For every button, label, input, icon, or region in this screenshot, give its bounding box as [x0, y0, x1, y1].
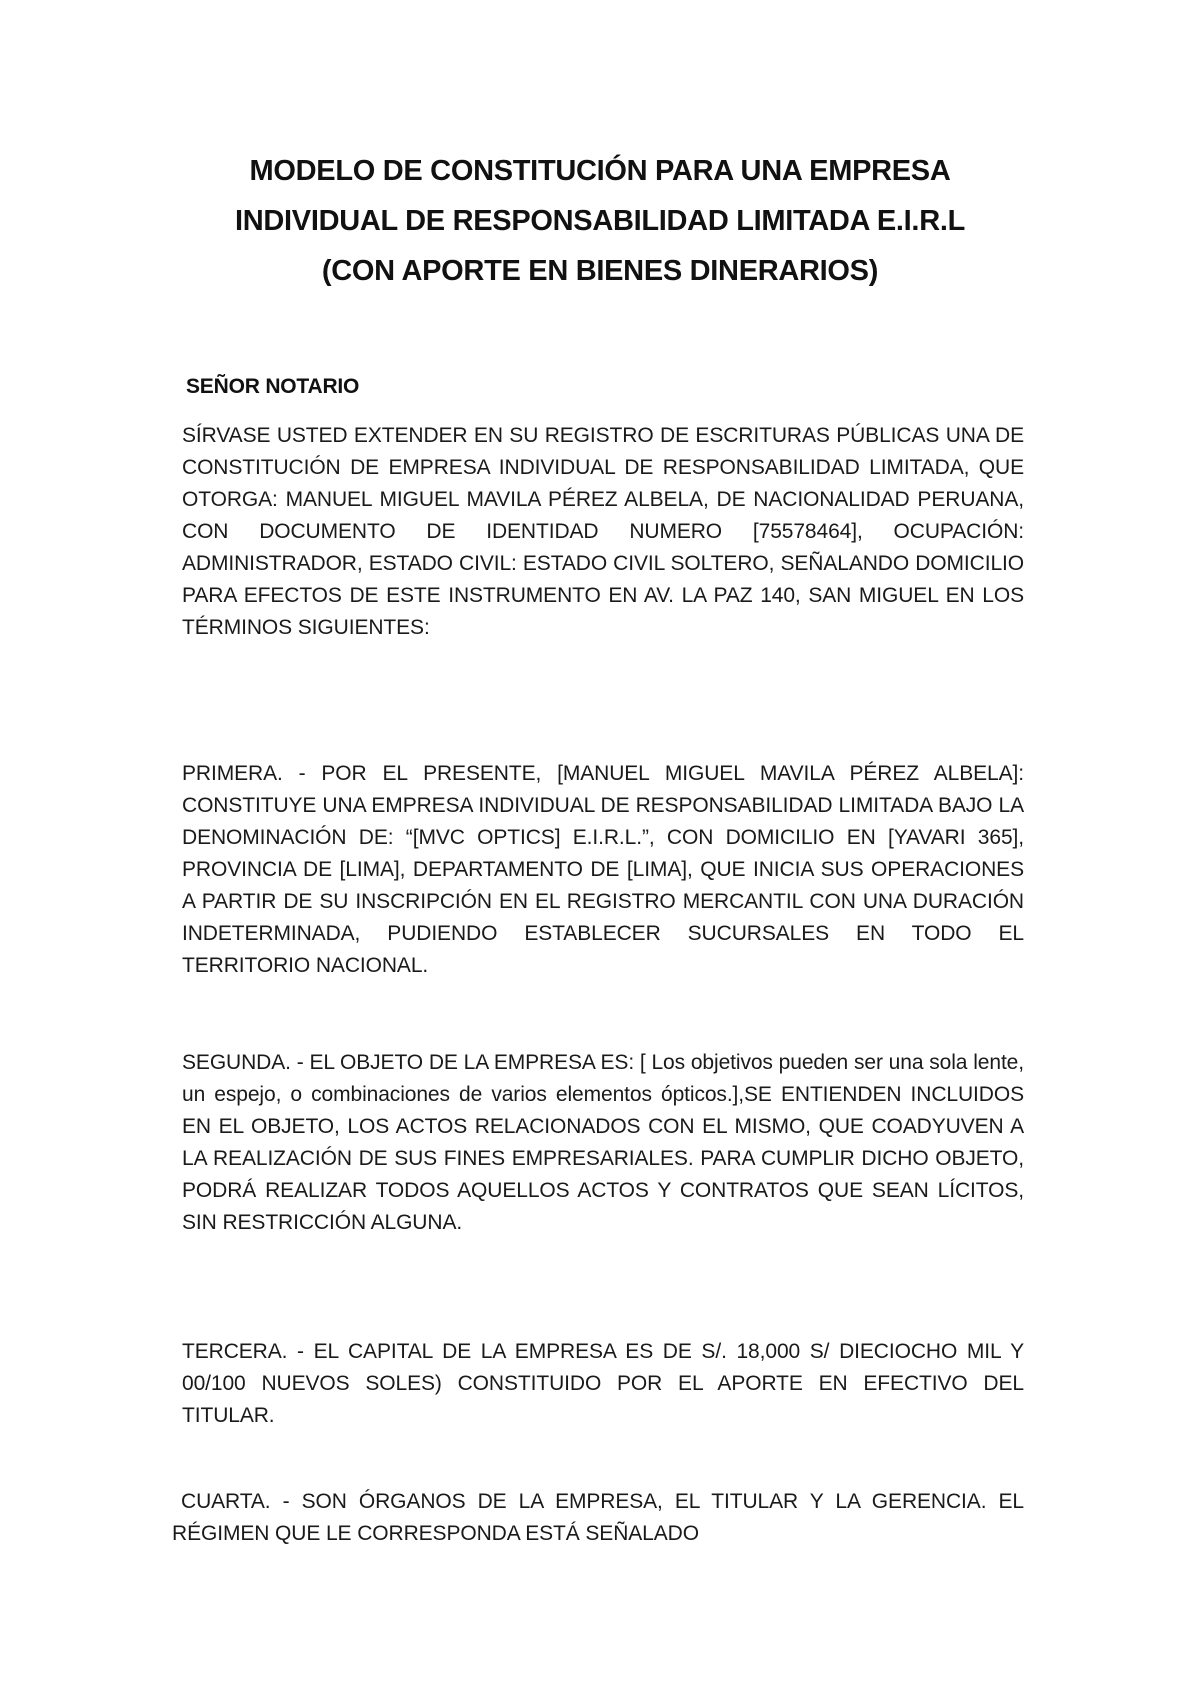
clause-second: SEGUNDA. - EL OBJETO DE LA EMPRESA ES: [ Los objetivos pueden ser una sola lente, un espejo, o combinaciones de varios elementos ópticos.],SE ENTIENDEN INCLUIDOS EN EL OBJETO, LOS ACTOS RELACIONADOS CON EL MISMO, QUE COADYUVEN A LA REALIZACIÓN DE SUS FINES EMPRESARIALES. PARA CUMPLIR DICHO OBJETO, PODRÁ REALIZAR TODOS AQUELLOS ACTOS Y CONTRATOS QUE SEAN LÍCITOS, SIN RESTRICCIÓN ALGUNA. [182, 1051, 1024, 1234]
clause-first: PRIMERA. - POR EL PRESENTE, [MANUEL MIGUEL MAVILA PÉREZ ALBELA]: CONSTITUYE UNA EMPRESA INDIVIDUAL DE RESPONSABILIDAD LIMITADA BAJO LA DENOMINACIÓN DE: “[MVC OPTICS] E.I.R.L.”, CON DOMICILIO EN [YAVARI 365], PROVINCIA DE [LIMA], DEPARTAMENTO DE [LIMA], QUE INICIA SUS OPERACIONES A PARTIR DE SU INSCRIPCIÓN EN EL REGISTRO MERCANTIL CON UNA DURACIÓN INDETERMINADA, PUDIENDO ESTABLECER SUCURSALES EN TODO EL TERRITORIO NACIONAL. [182, 762, 1024, 977]
clause-fourth: CUARTA. - SON ÓRGANOS DE LA EMPRESA, EL TITULAR Y LA GERENCIA. EL RÉGIMEN QUE LE CORRESPONDA ESTÁ SEÑALADO [172, 1490, 1024, 1545]
title-line-2: INDIVIDUAL DE RESPONSABILIDAD LIMITADA E.I.R.L [234, 205, 966, 237]
salutation-heading: SEÑOR NOTARIO [186, 375, 360, 398]
clause-third: TERCERA. - EL CAPITAL DE LA EMPRESA ES DE S/. 18,000 S/ DIECIOCHO MIL Y 00/100 NUEVOS SOLES) CONSTITUIDO POR EL APORTE EN EFECTIVO DEL TITULAR. [182, 1340, 1024, 1427]
title-line-3: (CON APORTE EN BIENES DINERARIOS) [321, 255, 879, 287]
title-line-1: MODELO DE CONSTITUCIÓN PARA UNA EMPRESA [249, 155, 951, 187]
document-title [0, 146, 1200, 296]
intro-paragraph: SÍRVASE USTED EXTENDER EN SU REGISTRO DE ESCRITURAS PÚBLICAS UNA DE CONSTITUCIÓN DE EMPRESA INDIVIDUAL DE RESPONSABILIDAD LIMITADA, QUE OTORGA: MANUEL MIGUEL MAVILA PÉREZ ALBELA, DE NACIONALIDAD PERUANA, CON DOCUMENTO DE IDENTIDAD NUMERO [75578464], OCUPACIÓN: ADMINISTRADOR, ESTADO CIVIL: ESTADO CIVIL SOLTERO, SEÑALANDO DOMICILIO PARA EFECTOS DE ESTE INSTRUMENTO EN AV. LA PAZ 140, SAN MIGUEL EN LOS TÉRMINOS SIGUIENTES: [182, 424, 1024, 639]
